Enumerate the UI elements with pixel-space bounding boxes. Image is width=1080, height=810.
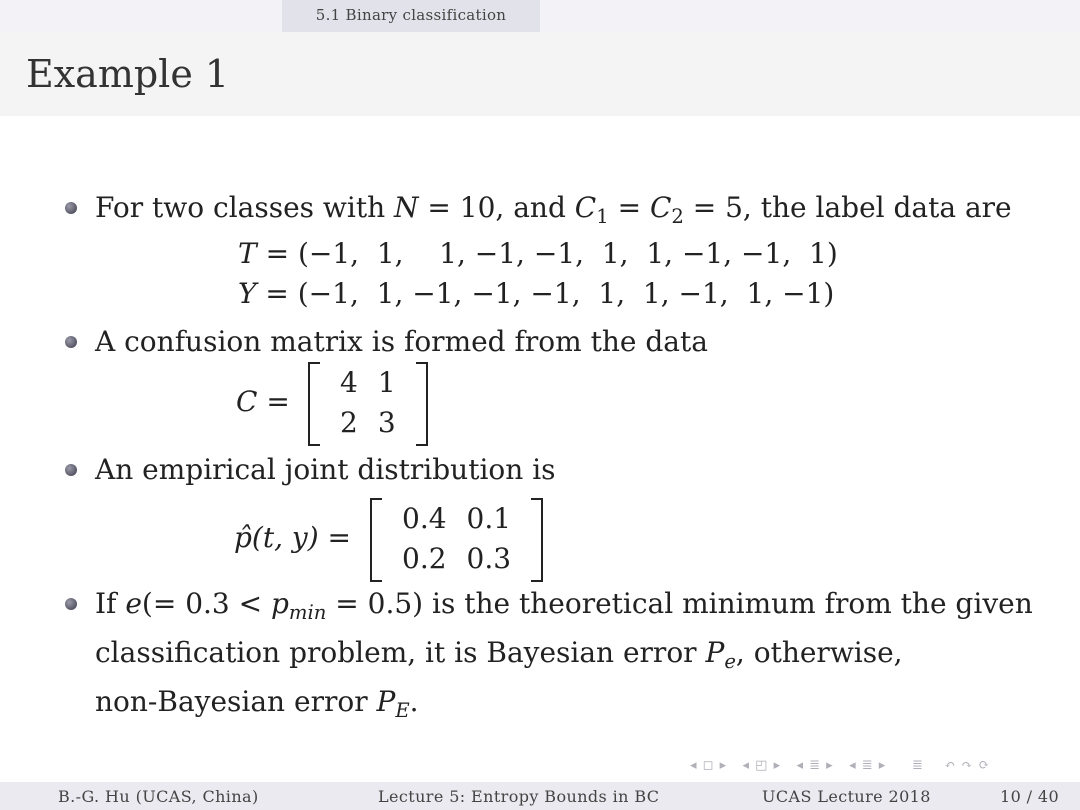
equation-Y: [238, 274, 834, 314]
matrix-cell: 0.1: [466, 501, 512, 535]
math-var-e: e: [125, 587, 142, 620]
math-text: = 10, and: [418, 191, 575, 224]
matrix-cell: 4: [340, 365, 358, 399]
bullet-line-2: [95, 633, 1033, 682]
bullet-text: non-Bayesian error: [95, 684, 377, 718]
left-bracket: [308, 362, 320, 446]
math-sub: E: [395, 698, 410, 722]
slide-content: [0, 116, 1080, 776]
math-var-P: P: [705, 635, 725, 669]
bullet-text: An empirical joint distribution is: [95, 453, 556, 486]
title-bar: [0, 32, 1080, 116]
beamer-navigation-icons[interactable]: ◂ ◻ ▸ ◂ ◰ ▸ ◂ ≣ ▸ ◂ ≣ ▸ ≣ ↶ ↷ ⟳: [690, 758, 991, 773]
joint-distribution-matrix: [370, 498, 543, 578]
bullet-item-2: [95, 322, 708, 362]
matrix-cell: 1: [377, 365, 396, 399]
math-sub: 2: [671, 204, 684, 228]
math-sub: min: [288, 600, 327, 624]
matrix-cell: 3: [377, 405, 396, 439]
label-vector-t: = (−1, 1, 1, −1, −1, 1, 1, −1, −1, 1): [256, 237, 838, 270]
footer-author: B.-G. Hu (UCAS, China): [58, 787, 259, 806]
bullet-text: , otherwise,: [735, 635, 903, 669]
math-var-c2: C: [649, 191, 672, 224]
slide-title: Example 1: [26, 52, 230, 96]
bullet-text: For two classes with: [95, 191, 395, 224]
bullet-item-1: [95, 188, 1012, 237]
bullet-icon: [65, 202, 77, 214]
math-var-p: p: [270, 587, 289, 620]
matrix-table: [330, 362, 406, 442]
matrix-table: [392, 498, 521, 578]
matrix-row: [392, 498, 521, 538]
bullet-line-3: [95, 682, 1033, 731]
matrix-cell: 0.4: [402, 501, 447, 535]
bullet-icon: [65, 336, 77, 348]
equation-T: [238, 234, 838, 274]
left-bracket: [370, 498, 382, 582]
bullet-icon: [65, 598, 77, 610]
matrix-cell: 2: [340, 405, 358, 439]
math-var-P: P: [376, 684, 396, 718]
math-var-t: T: [238, 237, 257, 270]
bullet-text: classification problem, it is Bayesian error: [95, 635, 706, 669]
math-text: =: [318, 521, 352, 554]
top-navigation-bar: [0, 0, 1080, 32]
matrix-cell: 0.3: [466, 541, 512, 575]
section-title[interactable]: 5.1 Binary classification: [282, 0, 540, 32]
label-vector-y: = (−1, 1, −1, −1, −1, 1, 1, −1, 1, −1): [256, 277, 835, 310]
footer-venue: UCAS Lecture 2018: [762, 787, 931, 806]
bullet-text: .: [409, 684, 419, 718]
footer-bar: [0, 782, 1080, 810]
math-text: =: [257, 385, 290, 418]
matrix-row: [330, 402, 406, 442]
math-var-c: C: [236, 385, 258, 418]
matrix-cell: 0.2: [402, 541, 447, 575]
equation-p-lhs: [234, 518, 351, 558]
footer-page-number: 10 / 40: [1000, 787, 1060, 806]
math-expr-p: p̂(t, y): [234, 521, 319, 554]
math-sub: e: [724, 649, 736, 673]
bullet-icon: [65, 464, 77, 476]
math-var-n: N: [394, 191, 419, 224]
math-var-c1: C: [574, 191, 597, 224]
bullet-text: = 0.5) is the theoretical minimum from the given: [326, 587, 1033, 620]
bullet-text: If: [95, 587, 126, 620]
equation-C-lhs: [236, 382, 290, 422]
right-bracket: [531, 498, 543, 582]
bullet-text: A confusion matrix is formed from the data: [95, 325, 708, 358]
right-bracket: [416, 362, 428, 446]
math-var-y: Y: [238, 277, 257, 310]
matrix-row: [330, 362, 406, 402]
bullet-item-4: [95, 584, 1033, 731]
bullet-item-3: [95, 450, 556, 490]
confusion-matrix: [308, 362, 428, 442]
matrix-row: [392, 538, 521, 578]
math-sub: 1: [596, 204, 609, 228]
math-text: (= 0.3 <: [141, 587, 271, 620]
footer-lecture: Lecture 5: Entropy Bounds in BC: [378, 787, 660, 806]
bullet-line-1: [95, 584, 1033, 633]
bullet-text: = 5, the label data are: [683, 191, 1012, 224]
math-text: =: [608, 191, 650, 224]
